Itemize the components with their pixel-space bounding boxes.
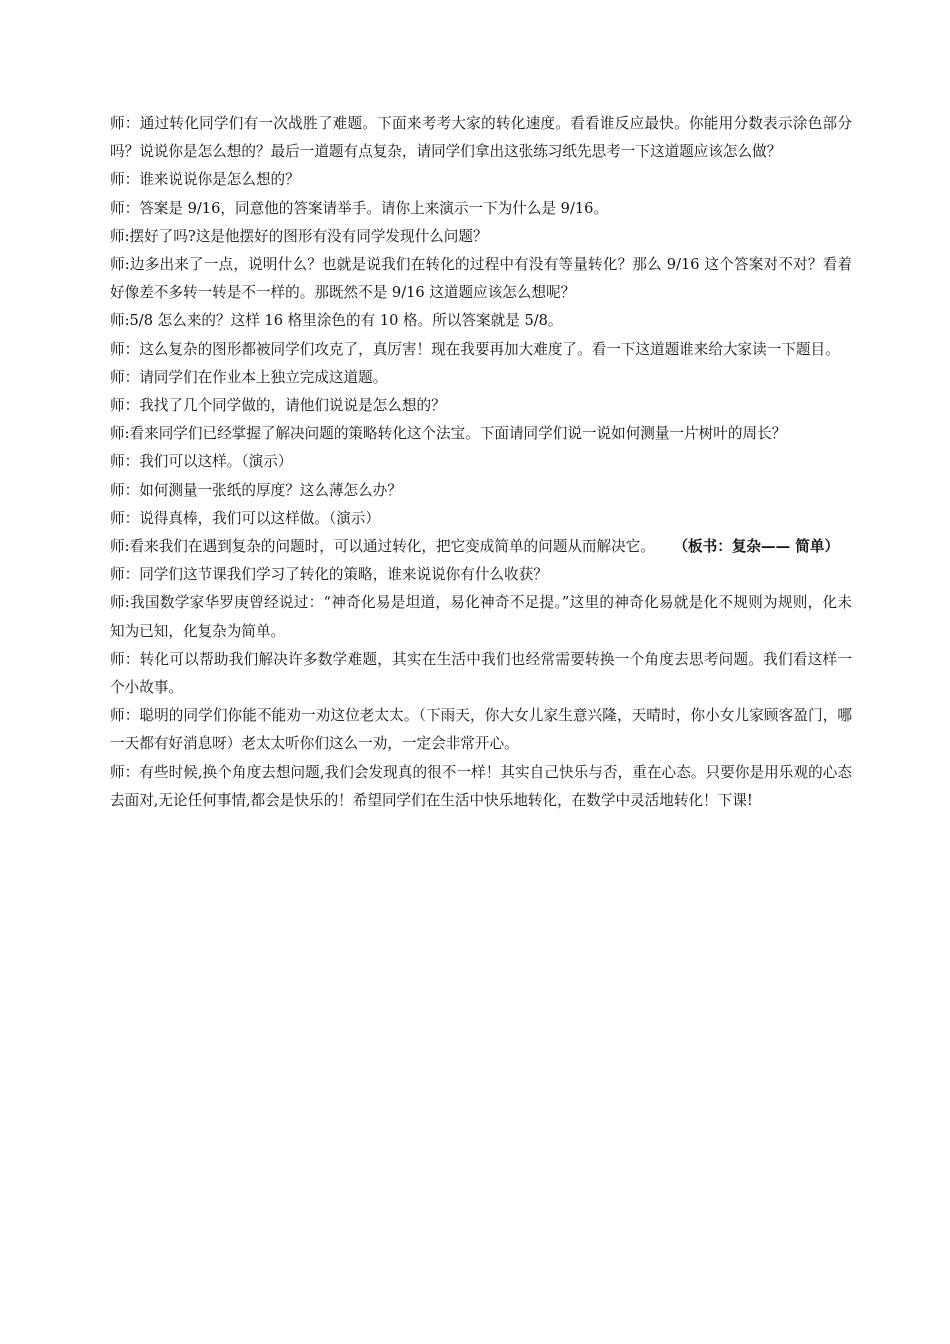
paragraph: 师:5/8 怎么来的？这样 16 格里涂色的有 10 格。所以答案就是 5/8。 — [110, 312, 563, 330]
paragraph: 师：转化可以帮助我们解决许多数学难题，其实在生活中我们也经常需要转换一个角度去思考问题。我们看这样一个小故事。 — [110, 650, 852, 697]
paragraph: 师：有些时候,换个角度去想问题,我们会发现真的很不一样！其实自己快乐与否，重在心态。只要你是用乐观的心态去面对,无论任何事情,都会是快乐的！希望同学们在生活中快乐地转化，在数学中灵活地转化！下课! — [110, 763, 852, 809]
paragraph: 师：我找了几个同学做的，请他们说说是怎么想的？ — [110, 397, 446, 415]
paragraph: 师：答案是 9/16，同意他的答案请举手。请你上来演示一下为什么是 9/16。 — [110, 199, 609, 217]
paragraph: 师：这么复杂的图形都被同学们攻克了，真厉害！现在我要再加大难度了。看一下这道题谁来给大家读一下题目。 — [110, 340, 840, 358]
paragraph: 师：说得真棒，我们可以这样做。（演示） — [110, 509, 380, 527]
board-note: （板书：复杂—— 简单） — [673, 538, 840, 556]
summary-text: 师:看来我们在遇到复杂的问题时，可以通过转化，把它变成简单的问题从而解决它。 — [110, 538, 655, 556]
paragraph: 师：同学们这节课我们学习了转化的策略，谁来说说你有什么收获？ — [110, 566, 548, 584]
paragraph: 师：通过转化同学们有一次战胜了难题。下面来考考大家的转化速度。看看谁反应最快。你能用分数表示涂色部分吗？说说你是怎么想的？最后一道题有点复杂，请同学们拿出这张练习纸先思考一下这道题应该怎么做？ — [110, 115, 852, 161]
paragraph: 师：如何测量一张纸的厚度？这么薄怎么办？ — [110, 481, 402, 499]
summary-paragraph — [110, 533, 852, 561]
paragraph: 师：谁来说说你是怎么想的？ — [110, 171, 300, 189]
paragraph: 师：请同学们在作业本上独立完成这道题。 — [110, 368, 388, 386]
document-page — [110, 110, 852, 815]
paragraph: 师:我国数学家华罗庚曾经说过：“神奇化易是坦道，易化神奇不足提。”这里的神奇化易就是化不规则为规则，化未知为已知，化复杂为简单。 — [110, 594, 852, 640]
paragraph: 师：聪明的同学们你能不能劝一劝这位老太太。（下雨天，你大女儿家生意兴隆，天晴时，你小女儿家顾客盈门，哪一天都有好消息呀）老太太听你们这么一劝，一定会非常开心。 — [110, 707, 852, 753]
paragraph: 师：我们可以这样。（演示） — [110, 453, 293, 471]
paragraph: 师:看来同学们已经掌握了解决问题的策略转化这个法宝。下面请同学们说一说如何测量一片树叶的周长？ — [110, 425, 787, 443]
paragraph: 师:摆好了吗?这是他摆好的图形有没有同学发现什么问题？ — [110, 227, 488, 245]
paragraph: 师:边多出来了一点，说明什么？也就是说我们在转化的过程中有没有等量转化？那么 9/16 这个答案对不对？看着好像差不多转一转是不一样的。那既然不是 9/16 这道题应该怎么想呢？ — [110, 256, 852, 302]
